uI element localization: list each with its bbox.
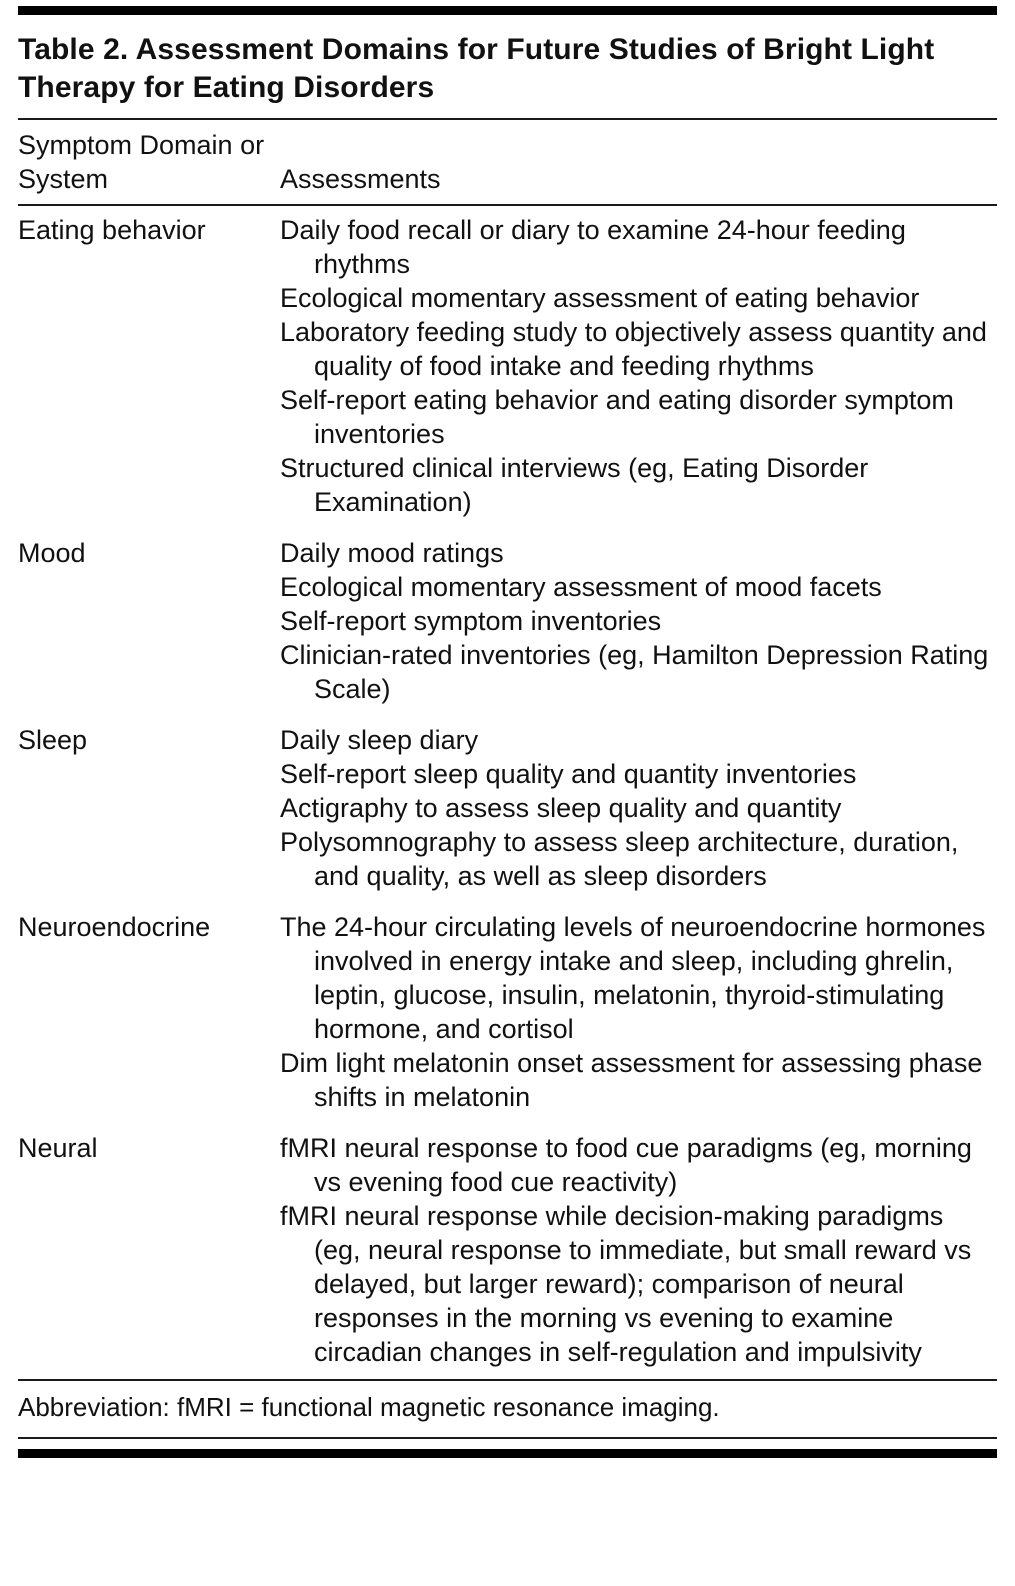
assessment-item: fMRI neural response while decision-making paradigms (eg, neural response to immediate, but small reward vs delayed, but larger reward); comparison of neural responses in the morning vs evening to examine circadian changes in self-regulation and impulsivity (280, 1201, 972, 1367)
table-row (18, 903, 997, 1124)
assessment-item: fMRI neural response to food cue paradigms (eg, morning vs evening food cue reactivity) (280, 1133, 972, 1197)
table-row (18, 1124, 997, 1380)
assessment-item: Self-report sleep quality and quantity inventories (280, 759, 857, 789)
assessment-item: Self-report eating behavior and eating disorder symptom inventories (280, 385, 954, 449)
assessment-item: Actigraphy to assess sleep quality and quantity (280, 793, 842, 823)
table-footnote: Abbreviation: fMRI = functional magnetic resonance imaging. (18, 1392, 720, 1422)
bottom-rules (18, 1437, 997, 1458)
table-row (18, 716, 997, 903)
domain-cell: Neural (18, 1133, 98, 1163)
assessment-item: Ecological momentary assessment of eating behavior (280, 283, 920, 313)
table-body (18, 205, 997, 1380)
assessments-cell (280, 716, 997, 903)
assessment-item: Clinician-rated inventories (eg, Hamilton Depression Rating Scale) (280, 640, 989, 704)
assessment-table (18, 118, 997, 1381)
header-row (18, 119, 997, 205)
table-row (18, 529, 997, 716)
assessment-item: Laboratory feeding study to objectively assess quantity and quality of food intake and feeding rhythms (280, 317, 987, 381)
assessment-item: Daily food recall or diary to examine 24-hour feeding rhythms (280, 215, 906, 279)
column-header-assessments: Assessments (280, 119, 997, 205)
bottom-rule (18, 1449, 997, 1458)
table-row (18, 205, 997, 529)
domain-cell: Mood (18, 538, 86, 568)
assessments-cell (280, 903, 997, 1124)
assessments-cell (280, 1124, 997, 1380)
domain-cell: Sleep (18, 725, 88, 755)
assessment-item: Ecological momentary assessment of mood facets (280, 572, 882, 602)
assessment-item: The 24-hour circulating levels of neuroendocrine hormones involved in energy intake and sleep, including ghrelin, leptin, glucose, insulin, melatonin, thyroid-stimulating hormone, and cortisol (280, 912, 986, 1044)
assessment-item: Self-report symptom inventories (280, 606, 662, 636)
assessments-cell (280, 205, 997, 529)
domain-cell: Eating behavior (18, 215, 206, 245)
column-header-symptom-domain: Symptom Domain or System (18, 119, 280, 205)
assessment-item: Structured clinical interviews (eg, Eating Disorder Examination) (280, 453, 869, 517)
top-rule (18, 6, 997, 15)
assessment-item: Daily mood ratings (280, 538, 504, 568)
domain-cell: Neuroendocrine (18, 912, 211, 942)
assessments-cell (280, 529, 997, 716)
assessment-item: Polysomnography to assess sleep architecture, duration, and quality, as well as sleep disorders (280, 827, 959, 891)
assessment-item: Daily sleep diary (280, 725, 479, 755)
assessment-item: Dim light melatonin onset assessment for assessing phase shifts in melatonin (280, 1048, 983, 1112)
table-title: Table 2. Assessment Domains for Future Studies of Bright Light Therapy for Eating Disorders (18, 33, 935, 104)
table-header (18, 119, 997, 205)
